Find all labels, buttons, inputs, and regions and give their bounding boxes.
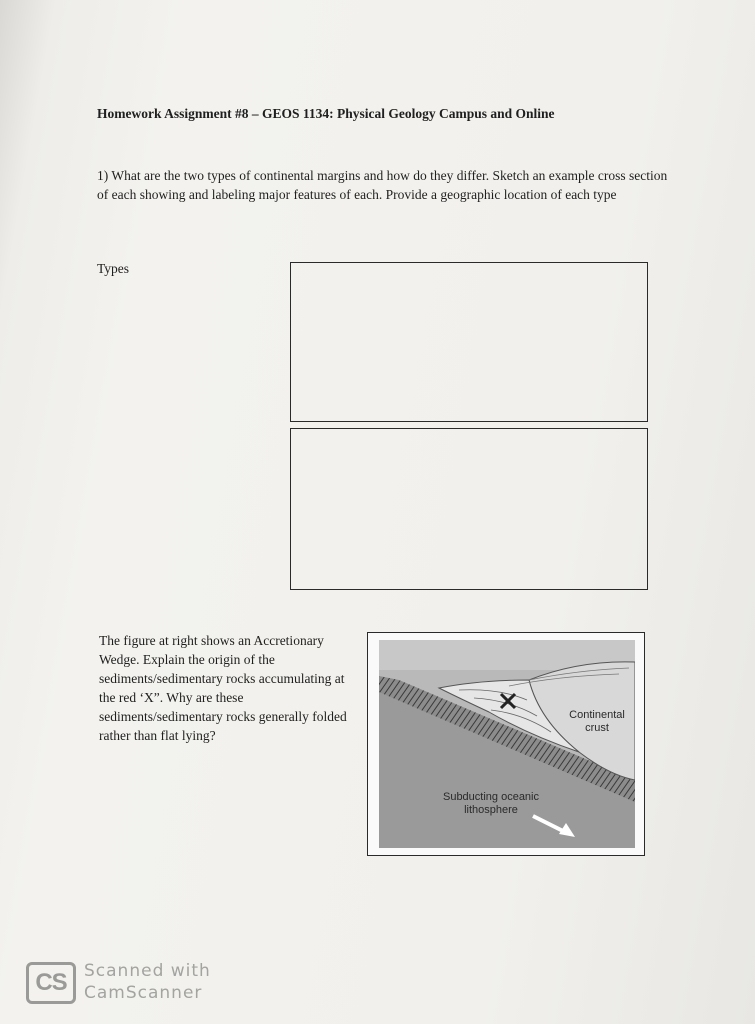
- subducting-label-line2: lithosphere: [464, 804, 518, 816]
- question-1-text: 1) What are the two types of continental margins and how do they differ. Sketch an example cross section of each showing and labeling major features of each. Provide a geographic location of each type: [97, 168, 668, 202]
- subducting-label-line1: Subducting oceanic: [442, 791, 540, 803]
- watermark-text: [84, 960, 234, 1004]
- continental-crust-label-line2: crust: [585, 722, 609, 734]
- camscanner-logo: CS: [26, 962, 76, 1004]
- accretionary-wedge-figure: [367, 632, 645, 856]
- watermark-line2: CamScanner: [84, 983, 203, 1003]
- assignment-title: Homework Assignment #8 – GEOS 1134: Physical Geology Campus and Online: [97, 106, 555, 121]
- watermark-line1: Scanned with: [84, 961, 211, 981]
- sketch-box-1: [290, 262, 648, 422]
- types-label: Types: [97, 261, 130, 276]
- sketch-box-2: [290, 428, 648, 590]
- continental-crust-label-line1: Continental: [569, 709, 625, 721]
- wedge-diagram: [379, 640, 635, 848]
- question-2-text: The figure at right shows an Accretionary Wedge. Explain the origin of the sediments/sedimentary rocks accumulating at the red ‘X”. Why are these sediments/sedimentary rocks generally folded rather than flat lying?: [99, 633, 347, 743]
